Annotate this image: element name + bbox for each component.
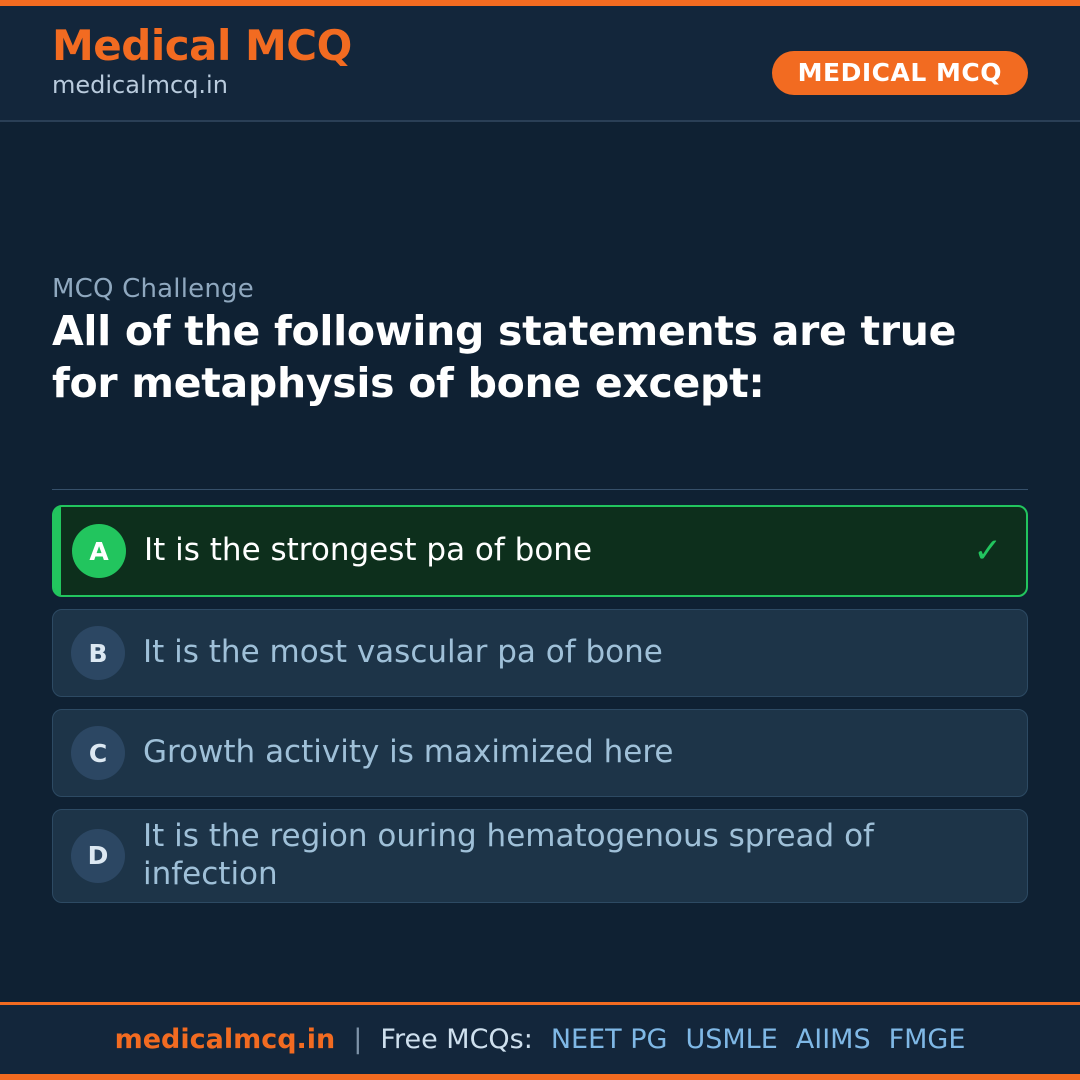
bottom-accent-rule <box>0 1074 1080 1080</box>
header <box>0 6 1080 122</box>
footer-exam-neetpg: NEET PG <box>550 1024 668 1055</box>
option-c-letter: C <box>71 726 125 780</box>
option-d[interactable] <box>52 809 1028 903</box>
option-d-text: It is the region ouring hematogenous spread of infection <box>143 818 874 892</box>
footer-exam-fmge: FMGE <box>888 1024 966 1055</box>
brand-badge: MEDICAL MCQ <box>772 51 1028 95</box>
brand-subtitle: medicalmcq.in <box>52 71 228 100</box>
option-b-letter: B <box>71 626 125 680</box>
options-list <box>52 505 1028 915</box>
brand <box>52 21 352 100</box>
footer-content <box>115 1024 966 1055</box>
kicker-label: MCQ Challenge <box>52 274 254 304</box>
option-a[interactable] <box>52 505 1028 597</box>
option-b[interactable] <box>52 609 1028 697</box>
option-a-text: It is the strongest pa of bone <box>144 532 593 569</box>
footer-exam-usmle: USMLE <box>685 1024 778 1055</box>
footer-label: Free MCQs: <box>380 1024 533 1055</box>
check-icon: ✓ <box>973 531 1002 571</box>
option-a-letter: A <box>72 524 126 578</box>
main-content <box>0 122 1080 1002</box>
option-b-text: It is the most vascular pa of bone <box>143 634 663 671</box>
footer-separator: | <box>353 1024 363 1055</box>
footer-exam-aiims: AIIMS <box>795 1024 871 1055</box>
divider <box>52 489 1028 490</box>
option-c[interactable] <box>52 709 1028 797</box>
footer <box>0 1002 1080 1074</box>
question-text: All of the following statements are true for metaphysis of bone except: <box>52 307 957 408</box>
option-d-letter: D <box>71 829 125 883</box>
brand-title: Medical MCQ <box>52 21 352 70</box>
option-c-text: Growth activity is maximized here <box>143 734 674 771</box>
footer-site[interactable]: medicalmcq.in <box>114 1024 336 1055</box>
